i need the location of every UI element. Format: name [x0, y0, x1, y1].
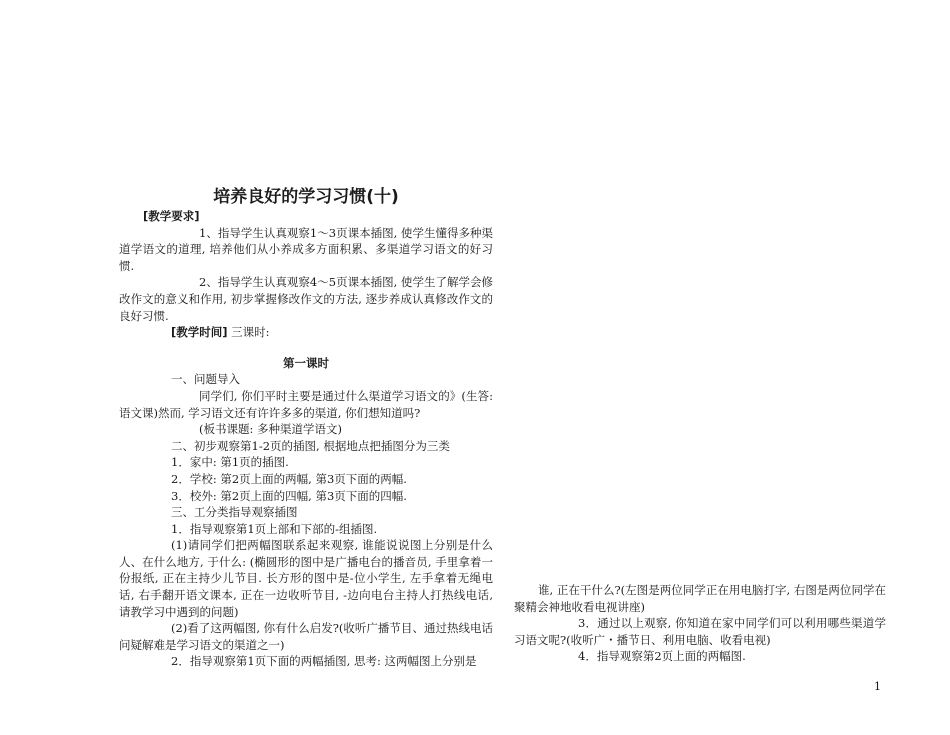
board-title-note: (板书课题: 多种渠道学语文): [199, 422, 343, 437]
requirement-2: 2、指导学生认真观察4～5页课本插图, 使学生了解学会修改作文的意义和作用, 初步掌握修改作文的方法, 逐步养成认真修改作文的良好习惯.: [119, 275, 493, 323]
right-column: [514, 582, 886, 665]
section-1-heading: 一、问题导入: [171, 372, 240, 387]
page-number: 1: [874, 680, 881, 693]
section-3-item-1a: (1)请同学们把两幅图联系起来观察, 谁能说说图上分别是什么人、在什么地方, 于什么: (椭圆形的图中是广播电台的播音员, 手里拿着一份报纸, 正在主持少儿节目. 长方形的图中是-位小学生, 左手拿着无绳电话, 右手翻开语文课本, 正在一边收听节目, -边向电台主持人打热线电话, 请教学习中遇到的问题): [119, 538, 493, 619]
left-column: [119, 186, 493, 670]
teaching-requirements-label: [教学要求]: [143, 209, 200, 223]
section-2-item-3: 3．校外: 第2页上面的四幅, 第3页下面的四幅.: [171, 488, 407, 503]
section-2-item-1: 1．家中: 第1页的插图.: [171, 455, 289, 470]
section-3-item-1b: (2)看了这两幅图, 你有什么启发?(收听广播节目、通过热线电话问疑解难是学习语文的渠道之一): [119, 621, 493, 652]
teaching-time-label: [教学时间]: [171, 325, 228, 340]
spacer: [119, 341, 493, 355]
section-2-item-2: 2．学校: 第2页上面的两幅, 第3页下面的两幅.: [171, 471, 407, 486]
continuation-paragraph: 谁, 正在干什么?(左图是两位同学正在用电脑打字, 右图是两位同学在聚精会神地收看电视讲座): [514, 583, 886, 614]
section-3-item-2: 2．指导观察第1页下面的两幅插图, 思考: 这两幅图上分别是: [171, 654, 477, 669]
requirement-1: 1、指导学生认真观察1～3页课本插图, 使学生懂得多种渠道学语文的道理, 培养他们从小养成多方面积累、多渠道学习语文的好习惯.: [119, 225, 493, 273]
section-2-heading: 二、初步观察第1-2页的插图, 根据地点把插图分为三类: [171, 438, 450, 453]
section-1-paragraph: 同学们, 你们平时主要是通过什么渠道学习语文的》(生答: 语文课)然而, 学习语文还有许许多多的渠道, 你们想知道吗?: [119, 388, 493, 420]
teaching-time-value: 三课时:: [227, 325, 270, 340]
document-title: 培养良好的学习习惯(十): [213, 187, 399, 207]
section-3-item-1: 1．指导观察第1页上部和下部的-组插图.: [171, 521, 378, 536]
section-3-item-3: 3．通过以上观察, 你知道在家中同学们可以利用哪些渠道学习语文呢?(收听广・播节日、利用电脑、收看电视): [514, 616, 886, 647]
lesson-heading: 第一课时: [283, 355, 329, 370]
section-3-item-4: 4．指导观察第2页上面的两幅图.: [578, 649, 746, 664]
teaching-time: [119, 324, 493, 341]
section-3-heading: 三、工分类指导观察插图: [171, 505, 298, 520]
